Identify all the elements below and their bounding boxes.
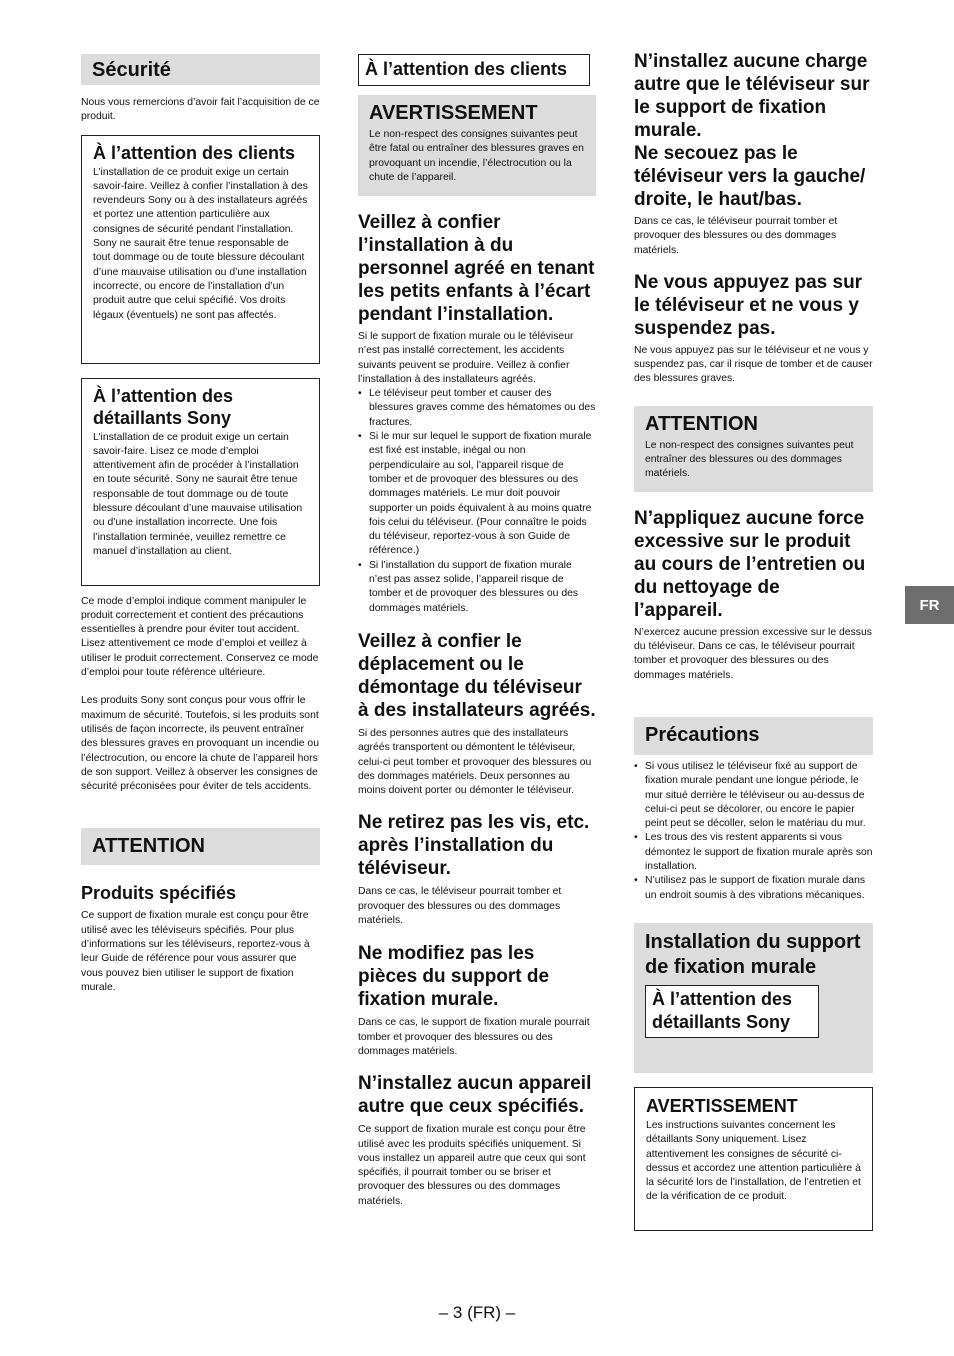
- warning-box: [358, 95, 596, 196]
- specified-products-text: Ce support de fixation murale est conçu pour être utilisé avec les téléviseurs spécifiés. Pour plus d’informations sur les téléviseurs, reportez-vous à leur Guide de référence pour vous assurer que vous pouvez bien utiliser le support de fixation murale.: [81, 910, 310, 993]
- no-load-text: Dans ce cas, le téléviseur pourrait tomber et provoquer des blessures ou des dommages matériels.: [634, 216, 838, 256]
- attention-box-title: ATTENTION: [645, 412, 758, 435]
- heading-no-lean: Ne vous appuyez pas sur le téléviseur et ne vous y suspendez pas.: [634, 271, 863, 339]
- warning-text: Le non-respect des consignes suivantes peut être fatal ou entraîner des blessures graves en provoquant un incendie, l’électrocution ou la chute de l’appareil.: [369, 129, 584, 183]
- clients-notice-text: L’installation de ce produit exige un certain savoir-faire. Veillez à confier l’installation à des revendeurs Sony ou à des installateurs agréés et portez une attention particulière aux consignes de sécurité pendant l’installation. Sony ne saurait être tenue responsable de tout dommage ou de toute blessure découlant d’une mauvaise utilisation ou d’une installation incorrecte, ou encore de l’installation d’un produit autre que celui spécifié. Vos droits légaux (éventuels) ne sont pas affectés.: [93, 166, 308, 321]
- language-tab: FR: [905, 586, 954, 624]
- specified-products-title: Produits spécifiés: [81, 883, 237, 904]
- heading-moving: Veillez à confier le déplacement ou le démontage du téléviseur à des installateurs agréés.: [358, 630, 596, 721]
- list-item: • Si vous utilisez le téléviseur fixé au support de fixation murale pendant une longue période, le mur situé derrière le téléviseur ou au-dessus de celui-ci peut se décolorer, ou encore le papier peint peut se décoller, selon le matériau du mur.: [634, 760, 873, 831]
- list-item: • Les trous des vis restent apparents si vous démontez le support de fixation murale après son installation.: [634, 831, 873, 874]
- attention-title: ATTENTION: [92, 835, 205, 858]
- precautions-heading-band: [634, 717, 873, 755]
- attention-heading-band: [81, 828, 320, 865]
- authorized-install-bullets: [358, 387, 596, 616]
- precautions-list: [634, 760, 873, 903]
- dealer-warning-title: AVERTISSEMENT: [646, 1095, 798, 1116]
- heading-no-load: N’installez aucune charge autre que le téléviseur sur le support de fixation murale.: [634, 51, 870, 141]
- clients-notice-title: À l’attention des clients: [93, 142, 296, 163]
- list-item: • Le téléviseur peut tomber et causer des blessures graves comme des hématomes ou des fractures.: [358, 387, 596, 430]
- modify-text: Dans ce cas, le support de fixation murale pourrait tomber et provoquer des blessures ou des dommages matériels.: [358, 1017, 590, 1057]
- warning-title: AVERTISSEMENT: [369, 102, 538, 124]
- safety-paragraph: Les produits Sony sont conçus pour vous offrir le maximum de sécurité. Toutefois, si les produits sont utilisés de façon incorrecte, ils peuvent entraîner des blessures graves en provoquant un incendie ou l’électrocution, ou encore la chute de l’appareil hors de son support. Veillez à observer les consignes de sécurité préconisées pour éviter de tels accidents.: [81, 695, 319, 793]
- installation-heading-band: [634, 923, 873, 1073]
- screws-text: Dans ce cas, le téléviseur pourrait tomber et provoquer des blessures ou des dommages matériels.: [358, 886, 562, 927]
- dealer-warning-box: [634, 1087, 873, 1231]
- installation-title: Installation du support de fixation murale: [645, 930, 861, 978]
- no-force-text: N’exercez aucune pression excessive sur le dessus du téléviseur. Dans ce cas, le téléviseur pourrait tomber et provoquer des blessures ou des dommages matériels.: [634, 626, 872, 681]
- attention-box: [634, 406, 873, 492]
- security-title: Sécurité: [92, 59, 171, 81]
- dealer-warning-text: Les instructions suivantes concernent les détaillants Sony uniquement. Lisez attentivement les consignes de sécurité ci-dessus et accordez une attention particulière à la sécurité lors de l’installation, de l’entretien et de la vérification de ce produit.: [646, 1119, 861, 1203]
- clients-label-box: [358, 54, 590, 86]
- attention-box-text: Le non-respect des consignes suivantes peut entraîner des blessures ou des dommages matériels.: [645, 439, 854, 480]
- column-middle: [358, 54, 596, 1209]
- authorized-install-text: Si le support de fixation murale ou le téléviseur n’est pas installé correctement, les accidents suivants peuvent se produire. Veillez à confier l’installation à des installateurs agréés.: [358, 331, 574, 385]
- dealers-notice-box: [81, 378, 320, 586]
- installation-dealers-label: À l’attention des détaillants Sony: [645, 985, 819, 1038]
- heading-no-force: N’appliquez aucune force excessive sur le produit au cours de l’entretien ou du nettoyage de l’appareil.: [634, 507, 866, 621]
- page-number: – 3 (FR) –: [438, 1303, 516, 1322]
- column-right: [634, 51, 873, 1231]
- clients-notice-box: [81, 135, 320, 364]
- intro-text: Nous vous remercions d’avoir fait l’acquisition de ce produit.: [81, 97, 320, 123]
- other-devices-text: Ce support de fixation murale est conçu pour être utilisé avec les produits spécifiés uniquement. Si vous installez un appareil autre que ceux qui sont spécifiés, il pourrait tomber ou se briser et provoquer des blessures ou des dommages matériels.: [358, 1124, 586, 1207]
- list-item: • Si le mur sur lequel le support de fixation murale est fixé est instable, inégal ou non perpendiculaire au sol, l’appareil risque de tomber et de provoquer des blessures ou des dommages matériels. Le mur doit pouvoir supporter un poids équivalent à au moins quatre fois celui du téléviseur. (Pour connaître le poids du téléviseur, reportez-vous à son Guide de référence.): [358, 430, 596, 559]
- precautions-title: Précautions: [645, 723, 760, 746]
- dealers-notice-title: À l’attention des détaillants Sony: [93, 385, 234, 428]
- heading-modify: Ne modifiez pas les pièces du support de fixation murale.: [358, 943, 550, 1011]
- heading-no-shake: Ne secouez pas le téléviseur vers la gauche/ droite, le haut/bas.: [634, 143, 866, 210]
- dealers-notice-text: L’installation de ce produit exige un certain savoir-faire. Lisez ce mode d’emploi attentivement afin de procéder à l’installation en toute sécurité. Sony ne saurait être tenue responsable de tout dommage ou de toute blessure découlant d’une mauvaise utilisation ou d’une installation incorrecte. Une fois l’installation terminée, veuillez remettre ce manuel d’installation au client.: [93, 431, 303, 557]
- moving-text: Si des personnes autres que des installateurs agréés transportent ou démontent le téléviseur, celui-ci peut tomber et provoquer des blessures ou des dommages matériels. Deux personnes au moins doivent porter ou démonter le téléviseur.: [358, 727, 592, 797]
- no-lean-text: Ne vous appuyez pas sur le téléviseur et ne vous y suspendez pas, car il risque de tomber et de causer des blessures graves.: [634, 344, 873, 385]
- heading-other-devices: N’installez aucun appareil autre que ceux spécifiés.: [358, 1073, 592, 1118]
- security-heading-band: [81, 54, 320, 85]
- list-item: • N’utilisez pas le support de fixation murale dans un endroit soumis à des vibrations mécaniques.: [634, 874, 873, 903]
- heading-authorized-install: Veillez à confier l’installation à du personnel agréé en tenant les petits enfants à l’écart pendant l’installation.: [358, 212, 595, 325]
- column-left: [81, 54, 320, 995]
- manual-paragraph: Ce mode d’emploi indique comment manipuler le produit correctement et contient des précautions essentielles à prendre pour éviter tout accident. Lisez attentivement ce mode d’emploi et veillez à utiliser le produit correctement. Conservez ce mode d’emploi pour toute référence ultérieure.: [81, 595, 319, 679]
- heading-screws: Ne retirez pas les vis, etc. après l’installation du téléviseur.: [358, 812, 590, 880]
- list-item: • Si l’installation du support de fixation murale n’est pas assez solide, l’appareil risque de tomber et de provoquer des blessures ou des dommages matériels.: [358, 559, 596, 616]
- clients-label: À l’attention des clients: [365, 59, 568, 79]
